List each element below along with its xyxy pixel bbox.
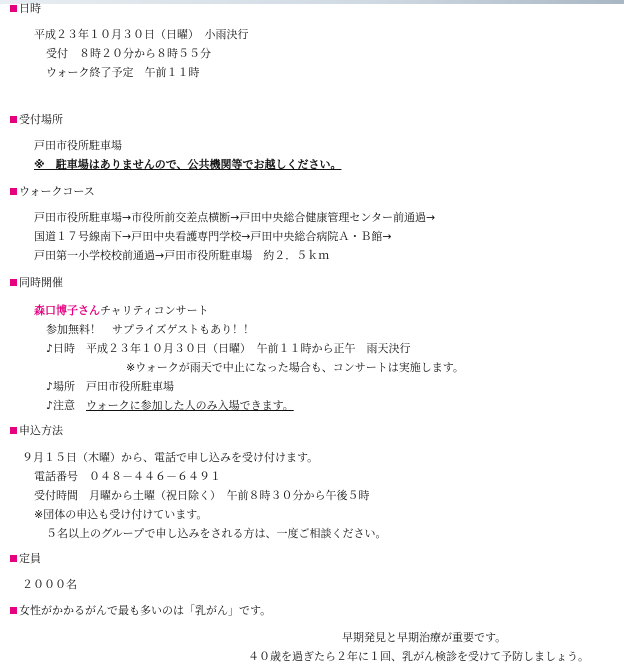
concert-date: ♪日時 平成２３年１０月３０日（日曜） 午前１１時から正午 雨天決行 xyxy=(46,342,411,355)
reception-place: 戸田市役所駐車場 xyxy=(34,139,122,152)
bullet-square-icon xyxy=(10,116,17,123)
bullet-square-icon xyxy=(10,5,17,12)
bullet-square-icon xyxy=(10,188,17,195)
group-note: ※団体の申込も受け付けています。 xyxy=(34,508,208,521)
section-heading-apply: 申込方法 xyxy=(10,424,63,438)
section-heading-concurrent: 同時開催 xyxy=(10,276,63,290)
section-heading-date: 日時 xyxy=(10,2,41,16)
concert-label: チャリティコンサート xyxy=(100,304,209,317)
course-line-3: 戸田第一小学校校前通過→戸田市役所駐車場 約２．５ｋｍ xyxy=(34,249,330,262)
section-heading-reception: 受付場所 xyxy=(10,113,63,127)
section-heading-capacity: 定員 xyxy=(10,552,41,566)
caution-label: ♪注意 xyxy=(46,399,76,412)
apply-start: ９月１５日（木曜）から、電話で申し込みを受け付けます。 xyxy=(22,451,319,464)
capacity-value: ２０００名 xyxy=(22,578,77,591)
reception-time: 受付 ８時２０分から８時５５分 xyxy=(46,47,211,60)
group-detail: ５名以上のグループで申し込みをされる方は、一度ご相談ください。 xyxy=(46,527,387,540)
free-entry-note: 参加無料！ サプライズゲストもあり！！ xyxy=(46,323,255,336)
course-line-1: 戸田市役所駐車場→市役所前交差点横断→戸田中央総合健康管理センター前通過→ xyxy=(34,211,436,224)
concert-title xyxy=(34,304,209,318)
rain-note: ※ウォークが雨天で中止になった場合も、コンサートは実施します。 xyxy=(126,361,464,374)
section-heading-breast-cancer: 女性がかかるがんで最も多いのは「乳がん」です。 xyxy=(10,604,271,618)
concert-place: ♪場所 戸田市役所駐車場 xyxy=(46,380,175,393)
performer-name: 森口博子さん xyxy=(34,304,100,317)
concert-caution xyxy=(46,399,294,413)
course-line-2: 国道１７号線南下→戸田中央看護専門学校→戸田中央総合病院Ａ・Ｂ館→ xyxy=(34,230,392,243)
top-banner-strip xyxy=(0,0,624,4)
screening-advice: ４０歳を過ぎたら２年に１回、乳がん検診を受けて予防しましょう。 xyxy=(248,650,589,663)
bullet-square-icon xyxy=(10,607,17,614)
bullet-square-icon xyxy=(10,427,17,434)
early-detection-note: 早期発見と早期治療が重要です。 xyxy=(342,631,507,644)
section-heading-course: ウォークコース xyxy=(10,185,95,199)
caution-text: ウォークに参加した人のみ入場できます。 xyxy=(86,399,294,412)
event-date: 平成２３年１０月３０日（日曜） 小雨決行 xyxy=(34,28,249,41)
phone-number: 電話番号 ０４８－４４６－６４９１ xyxy=(34,470,221,483)
reception-hours: 受付時間 月曜から土曜（祝日除く） 午前８時３０分から午後５時 xyxy=(34,489,370,502)
walk-end-time: ウォーク終了予定 午前１１時 xyxy=(46,66,200,79)
bullet-square-icon xyxy=(10,279,17,286)
parking-notice: ※ 駐車場はありませんので、公共機関等でお越しください。 xyxy=(34,158,342,171)
bullet-square-icon xyxy=(10,555,17,562)
